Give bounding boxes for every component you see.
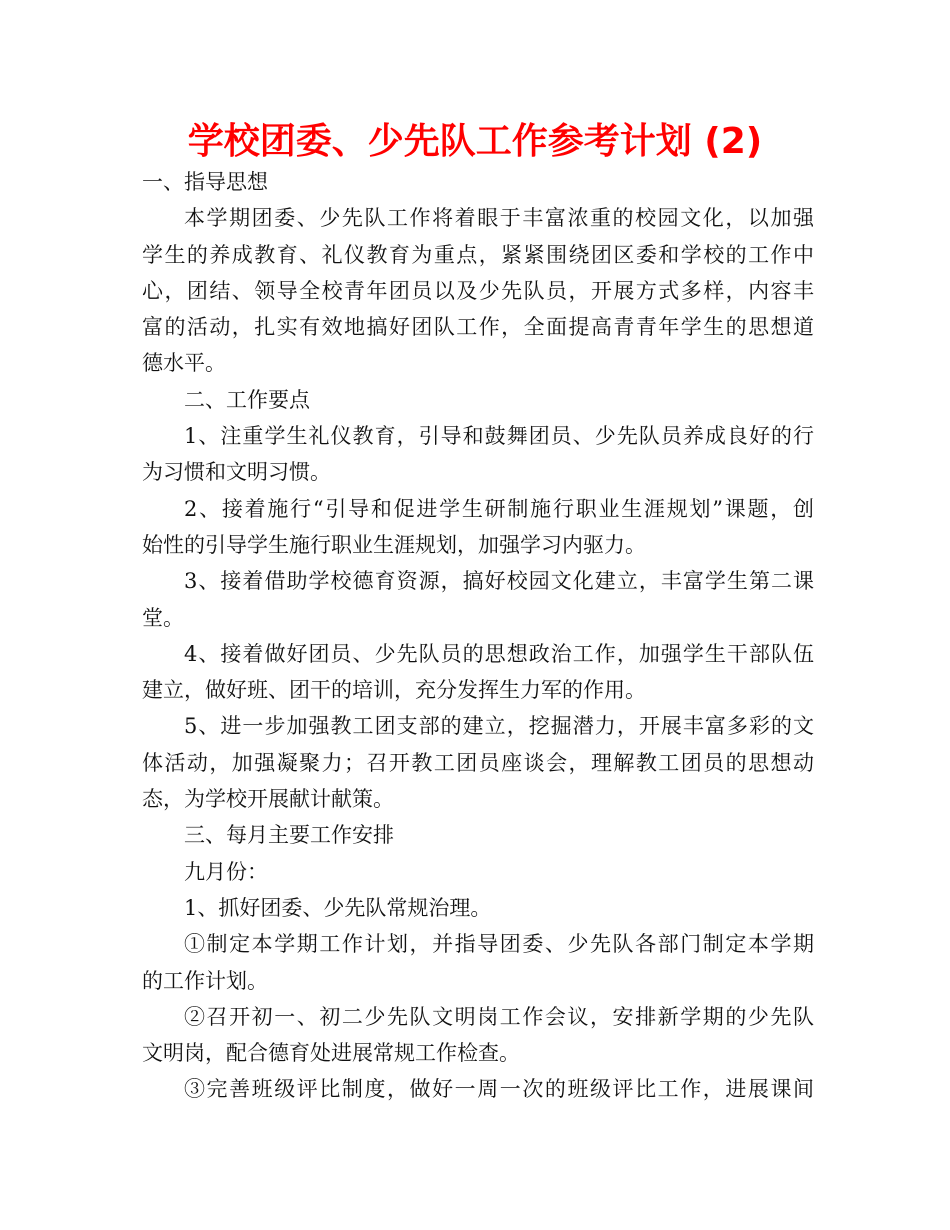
body-line: 2、接着施行“引导和促进学生研制施行职业生涯规划”课题，创 [184,496,814,521]
body-line: 三、每月主要工作安排 [184,823,394,848]
body-line: ①制定本学期工作计划，并指导团委、少先队各部门制定本学期 [184,932,814,957]
body-line: 为习惯和文明习惯。 [142,460,331,485]
body-line: 1、抓好团委、少先队常规治理。 [184,895,492,920]
body-line: 5、进一步加强教工团支部的建立，挖掘潜力，开展丰富多彩的文 [184,714,814,739]
body-line: 富的活动，扎实有效地搞好团队工作，全面提高青青年学生的思想道 [142,315,814,340]
body-line: 3、接着借助学校德育资源，搞好校园文化建立，丰富学生第二课 [184,569,814,594]
body-line: 一、指导思想 [142,170,268,194]
body-line: 二、工作要点 [184,387,310,412]
body-line: 德水平。 [142,351,226,376]
body-line: 建立，做好班、团干的培训，充分发挥生力军的作用。 [142,678,646,703]
body-line: ②召开初一、初二少先队文明岗工作会议，安排新学期的少先队 [184,1004,814,1029]
body-line: 4、接着做好团员、少先队员的思想政治工作，加强学生干部队伍 [184,641,814,666]
body-line: 九月份： [184,859,268,884]
body-line: 学生的养成教育、礼仪教育为重点，紧紧围绕团区委和学校的工作中 [142,242,814,267]
body-line: 1、注重学生礼仪教育，引导和鼓舞团员、少先队员养成良好的行 [184,424,814,449]
body-line: 始性的引导学生施行职业生涯规划，加强学习内驱力。 [142,532,646,557]
document-title: 学校团委、少先队工作参考计划 (2) [187,121,763,162]
body-line: 态，为学校开展献计献策。 [142,787,394,812]
body-line: ③完善班级评比制度，做好一周一次的班级评比工作，进展课间 [184,1077,814,1102]
body-line: 本学期团委、少先队工作将着眼于丰富浓重的校园文化，以加强 [184,206,814,231]
body-line: 的工作计划。 [142,968,268,993]
body-line: 体活动，加强凝聚力；召开教工团员座谈会，理解教工团员的思想动 [142,750,814,775]
body-line: 文明岗，配合德育处进展常规工作检查。 [142,1041,520,1066]
body-line: 堂。 [142,605,184,630]
document-body [142,164,814,1108]
body-line: 心，团结、领导全校青年团员以及少先队员，开展方式多样，内容丰 [142,278,814,303]
